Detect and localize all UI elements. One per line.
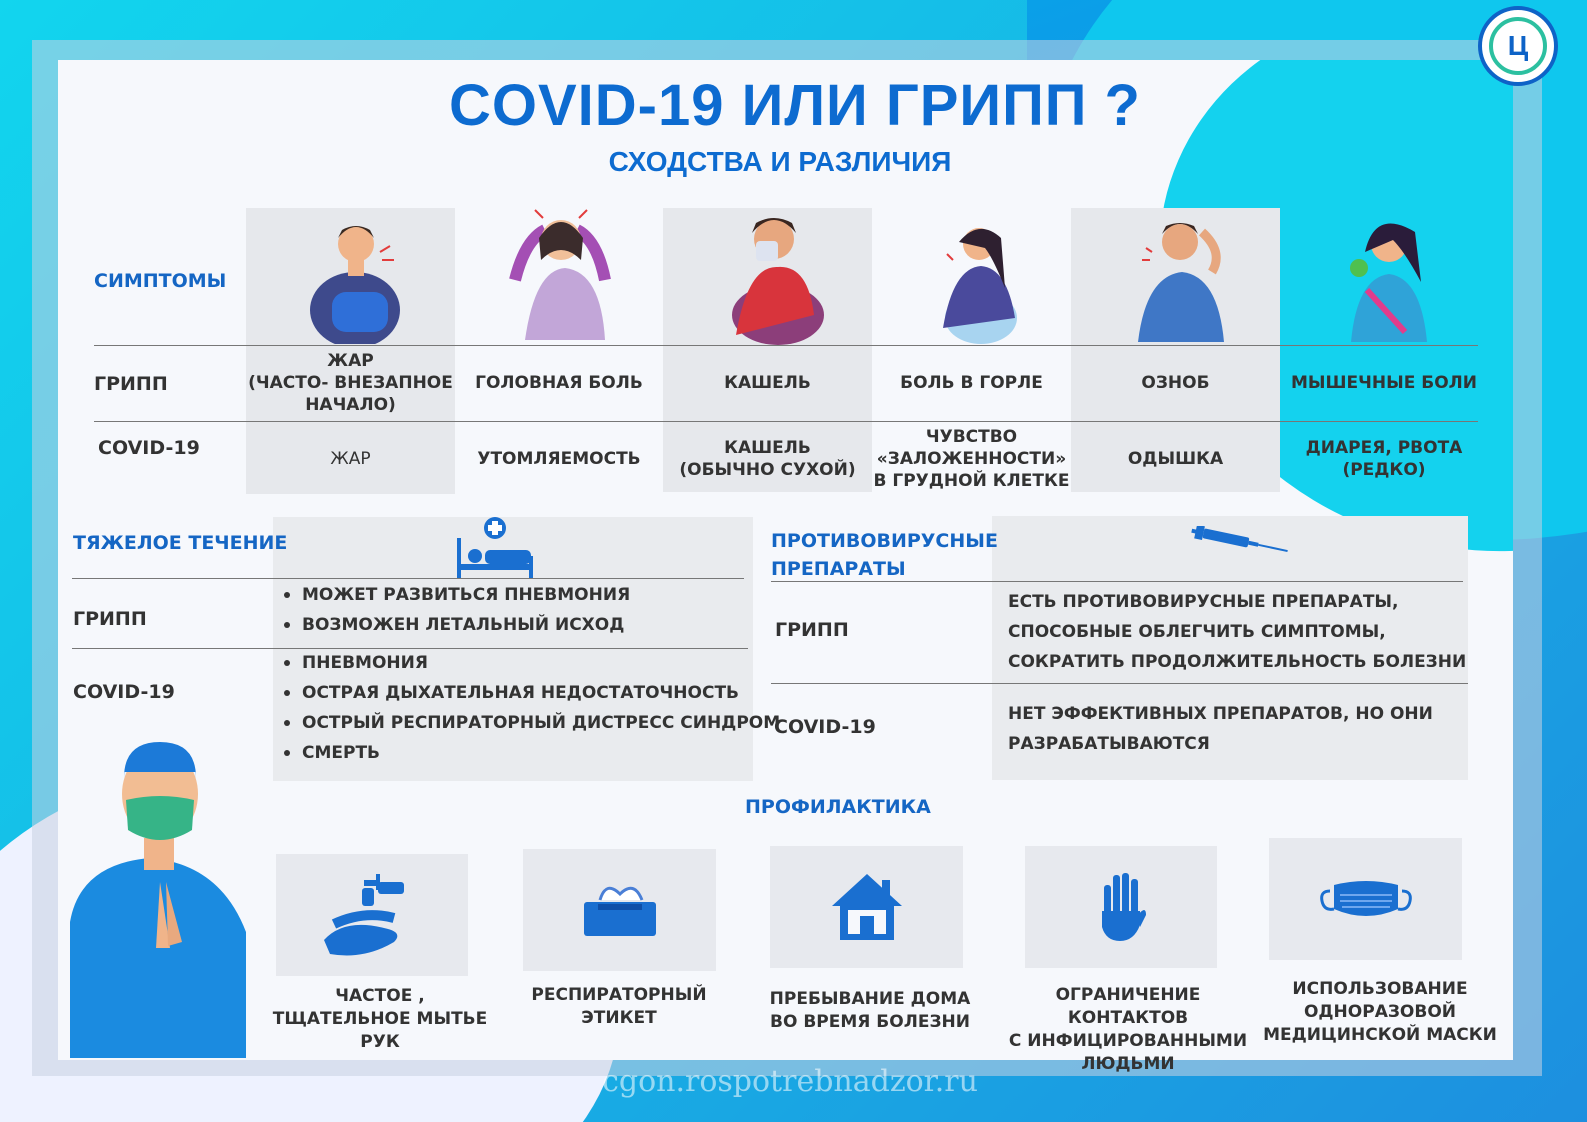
covid-symptom-text: ОДЫШКА [1127, 449, 1224, 469]
covid-symptom-text: ЖАР [330, 449, 371, 469]
severe-header: ТЯЖЕЛОЕ ТЕЧЕНИЕ [73, 532, 288, 554]
antiviral-covid-text [1008, 699, 1433, 759]
antiviral-header-line: ПРЕПАРАТЫ [771, 558, 906, 580]
logo [1478, 6, 1558, 86]
flu-symptom-5 [1071, 348, 1280, 418]
flu-symptom-text: КАШЕЛЬ [724, 373, 811, 393]
divider [771, 683, 1468, 684]
severe-flu-label: ГРИПП [73, 608, 147, 630]
prevention-label: РЕСПИРАТОРНЫЙ ЭТИКЕТ [531, 985, 707, 1028]
muscle-pain-person-icon [1345, 212, 1435, 344]
antiviral-header-line: ПРОТИВОВИРУСНЫЕ [771, 530, 998, 552]
divider [94, 345, 1478, 346]
list-item: ОСТРЫЙ РЕСПИРАТОРНЫЙ ДИСТРЕСС СИНДРОМ [280, 708, 780, 738]
flu-symptom-text: ЖАР (ЧАСТО- ВНЕЗАПНОЕ НАЧАЛО) [248, 351, 453, 415]
text-line: НЕТ ЭФФЕКТИВНЫХ ПРЕПАРАТОВ, НО ОНИ [1008, 704, 1433, 724]
hospital-bed-icon [455, 516, 537, 580]
covid-symptom-text: ЧУВСТВО «ЗАЛОЖЕННОСТИ» В ГРУДНОЙ КЛЕТКЕ [873, 427, 1070, 491]
page-title: COVID-19 ИЛИ ГРИПП ? [449, 73, 1141, 138]
text-line: ЕСТЬ ПРОТИВОВИРУСНЫЕ ПРЕПАРАТЫ, [1008, 592, 1399, 612]
covid-symptom-text: ДИАРЕЯ, РВОТА (РЕДКО) [1305, 438, 1463, 480]
list-item: ОСТРАЯ ДЫХАТЕЛЬНАЯ НЕДОСТАТОЧНОСТЬ [280, 678, 780, 708]
chills-person-icon [1132, 212, 1232, 344]
prevention-tile [523, 849, 716, 971]
covid-symptom-1 [246, 424, 455, 494]
covid-symptom-text: КАШЕЛЬ (ОБЫЧНО СУХОЙ) [679, 438, 856, 480]
severe-covid-list [280, 648, 780, 768]
flu-symptom-2 [455, 348, 663, 418]
flu-symptom-3 [663, 348, 872, 418]
divider [94, 421, 1478, 422]
headache-person-icon [505, 200, 615, 345]
house-icon [830, 872, 904, 942]
text-line: СПОСОБНЫЕ ОБЛЕГЧИТЬ СИМПТОМЫ, [1008, 622, 1386, 642]
covid-symptom-text: УТОМЛЯЕМОСТЬ [477, 449, 641, 469]
covid-row-label: COVID-19 [98, 437, 200, 459]
prevention-label: ИСПОЛЬЗОВАНИЕ ОДНОРАЗОВОЙ МЕДИЦИНСКОЙ МАСКИ [1263, 979, 1497, 1045]
flu-symptom-4 [872, 348, 1071, 418]
prevention-label: ЧАСТОЕ , ТЩАТЕЛЬНОЕ МЫТЬЕ РУК [272, 986, 488, 1052]
doctor-illustration [70, 742, 250, 1058]
flu-symptom-text: БОЛЬ В ГОРЛЕ [900, 373, 1043, 393]
divider [771, 581, 1463, 582]
severe-covid-label: COVID-19 [73, 681, 175, 703]
prevention-label: ОГРАНИЧЕНИЕ КОНТАКТОВ С ИНФИЦИРОВАННЫМИ ЛЮДЬМИ [1008, 985, 1248, 1074]
list-item: МОЖЕТ РАЗВИТЬСЯ ПНЕВМОНИЯ [280, 580, 630, 610]
prevention-tile [770, 846, 963, 968]
hand-washing-icon [324, 870, 420, 960]
covid-symptom-4 [862, 424, 1081, 494]
fever-person-icon [300, 212, 410, 344]
list-item: СМЕРТЬ [280, 738, 780, 768]
logo-mark: Ц [1489, 17, 1547, 75]
prevention-label: ПРЕБЫВАНИЕ ДОМА ВО ВРЕМЯ БОЛЕЗНИ [769, 989, 971, 1032]
flu-symptom-1 [246, 348, 455, 418]
antiviral-header [771, 527, 998, 583]
list-item: ПНЕВМОНИЯ [280, 648, 780, 678]
prevention-tile [276, 854, 468, 976]
prevention-tile [1269, 838, 1462, 960]
face-mask-icon [1320, 879, 1412, 919]
covid-symptom-6 [1280, 424, 1488, 494]
divider [72, 578, 744, 579]
syringe-icon [1188, 526, 1292, 562]
cough-person-icon [718, 205, 828, 345]
flu-symptom-text: ГОЛОВНАЯ БОЛЬ [475, 373, 643, 393]
sore-throat-person-icon [935, 218, 1025, 344]
prevention-header: ПРОФИЛАКТИКА [745, 796, 931, 818]
antiviral-flu-text [1008, 587, 1466, 677]
text-line: СОКРАТИТЬ ПРОДОЛЖИТЕЛЬНОСТЬ БОЛЕЗНИ [1008, 652, 1467, 672]
covid-symptom-3 [663, 424, 872, 494]
prevention-tile [1025, 846, 1217, 968]
tissue-box-icon [580, 880, 660, 940]
severe-flu-list [280, 580, 630, 640]
list-item: ВОЗМОЖЕН ЛЕТАЛЬНЫЙ ИСХОД [280, 610, 630, 640]
flu-symptom-text: ОЗНОБ [1141, 373, 1210, 393]
symptoms-header: СИМПТОМЫ [94, 270, 227, 292]
flu-row-label: ГРИПП [94, 373, 168, 395]
antiviral-covid-label: COVID-19 [774, 716, 876, 738]
stop-hand-icon [1094, 871, 1148, 943]
flu-symptom-6 [1280, 348, 1488, 418]
footer-url: cgon.rospotrebnadzor.ru [602, 1064, 978, 1099]
flu-symptom-text: МЫШЕЧНЫЕ БОЛИ [1290, 373, 1477, 393]
text-line: РАЗРАБАТЫВАЮТСЯ [1008, 734, 1210, 754]
page-subtitle: СХОДСТВА И РАЗЛИЧИЯ [608, 146, 952, 177]
antiviral-flu-label: ГРИПП [775, 619, 849, 641]
covid-symptom-5 [1071, 424, 1280, 494]
covid-symptom-2 [455, 424, 663, 494]
